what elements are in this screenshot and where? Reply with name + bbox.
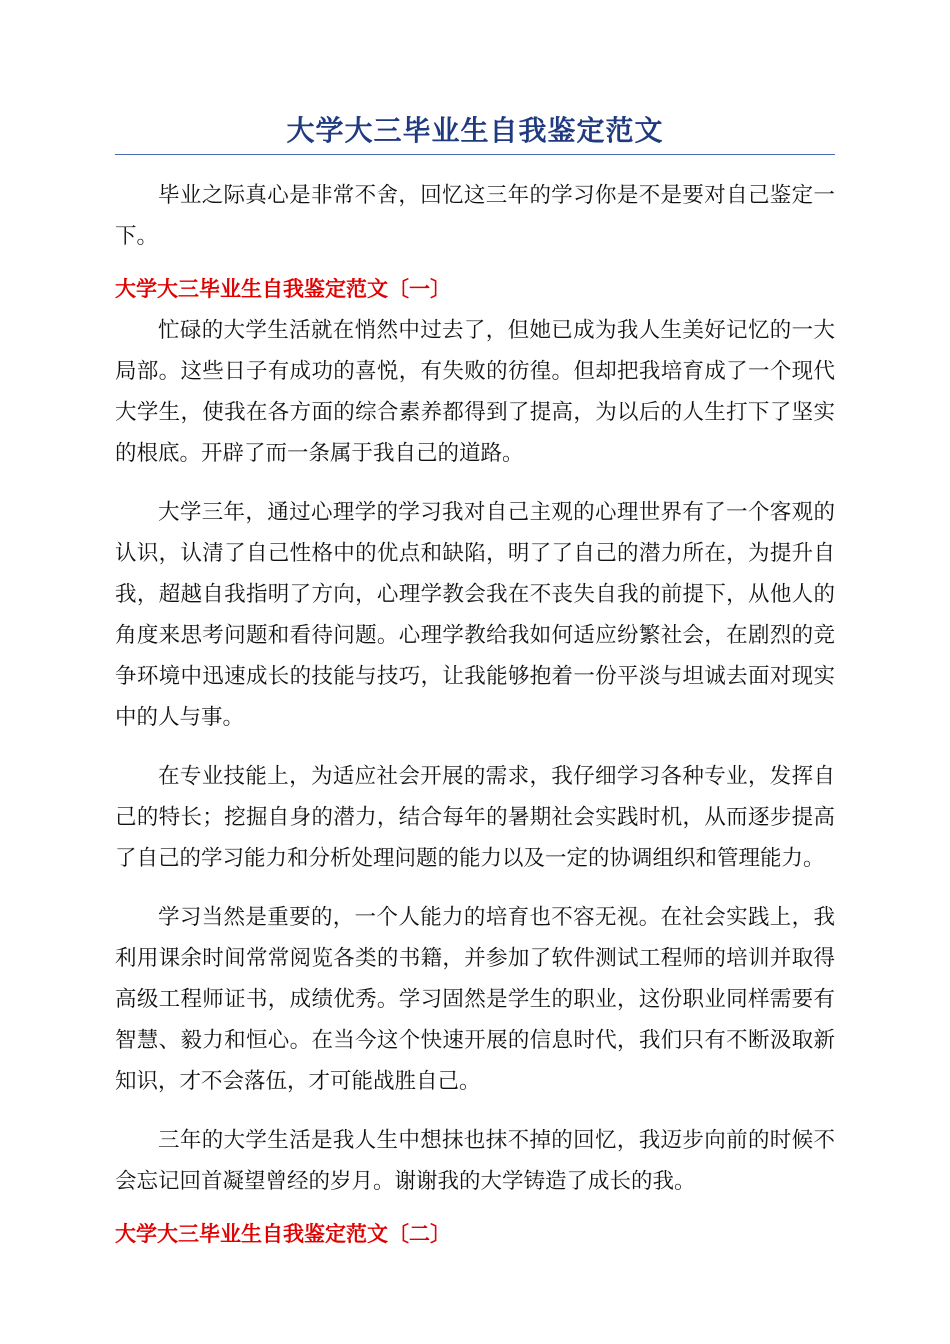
intro-paragraph: 毕业之际真心是非常不舍，回忆这三年的学习你是不是要对自己鉴定一下。: [115, 183, 835, 249]
document-page: [115, 110, 835, 1255]
section-heading-1: 大学大三毕业生自我鉴定范文〔一〕: [115, 277, 451, 301]
section-1-paragraph-1: 忙碌的大学生活就在悄然中过去了，但她已成为我人生美好记忆的一大局部。这些日子有成功的喜悦，有失败的彷徨。但却把我培育成了一个现代大学生，使我在各方面的综合素养都得到了提高，为以后的人生打下了坚实的根底。开辟了而一条属于我自己的道路。: [115, 318, 835, 466]
section-1-paragraph-5: 三年的大学生活是我人生中想抹也抹不掉的回忆，我迈步向前的时候不会忘记回首凝望曾经的岁月。谢谢我的大学铸造了成长的我。: [115, 1128, 835, 1194]
section-1-paragraph-3: 在专业技能上，为适应社会开展的需求，我仔细学习各种专业，发挥自己的特长；挖掘自身的潜力，结合每年的暑期社会实践时机，从而逐步提高了自己的学习能力和分析处理问题的能力以及一定的协调组织和管理能力。: [115, 764, 835, 871]
section-1-paragraph-2: 大学三年，通过心理学的学习我对自己主观的心理世界有了一个客观的认识，认清了自己性格中的优点和缺陷，明了了自己的潜力所在，为提升自我，超越自我指明了方向，心理学教会我在不丧失自我的前提下，从他人的角度来思考问题和看待问题。心理学教给我如何适应纷繁社会，在剧烈的竞争环境中迅速成长的技能与技巧，让我能够抱着一份平淡与坦诚去面对现实中的人与事。: [115, 500, 835, 730]
section-heading-2: 大学大三毕业生自我鉴定范文〔二〕: [115, 1222, 451, 1246]
document-title: 大学大三毕业生自我鉴定范文: [115, 110, 835, 155]
section-1-paragraph-4: 学习当然是重要的，一个人能力的培育也不容无视。在社会实践上，我利用课余时间常常阅览各类的书籍，并参加了软件测试工程师的培训并取得高级工程师证书，成绩优秀。学习固然是学生的职业，这份职业同样需要有智慧、毅力和恒心。在当今这个快速开展的信息时代，我们只有不断汲取新知识，才不会落伍，才可能战胜自己。: [115, 905, 835, 1094]
